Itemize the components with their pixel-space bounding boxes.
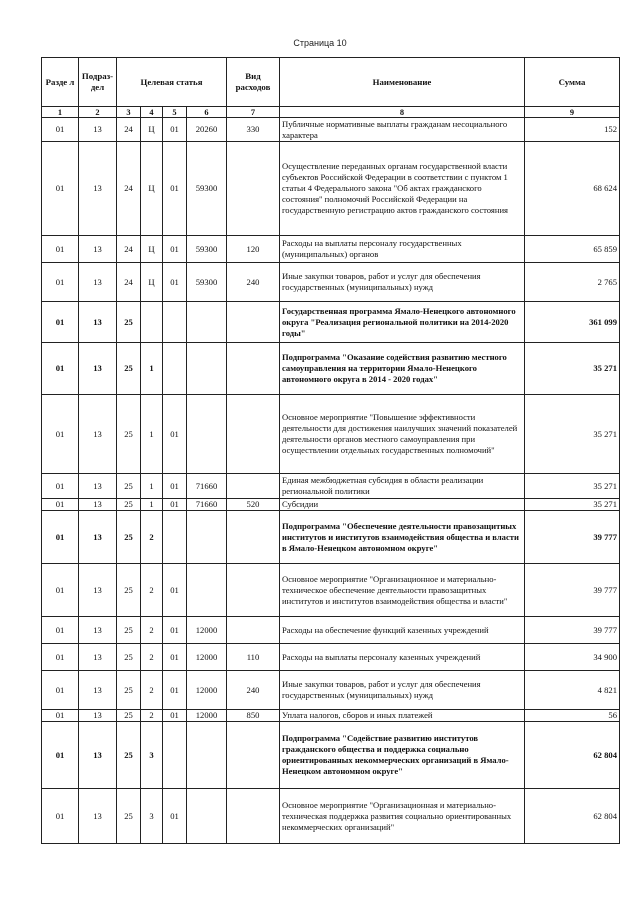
cell-activity: 01 — [163, 474, 187, 499]
cell-expense-type: 240 — [227, 671, 280, 710]
cell-subsection: 13 — [79, 236, 117, 263]
cell-subsection: 13 — [79, 710, 117, 722]
cell-amount: 35 271 — [525, 474, 620, 499]
cell-name: Подпрограмма "Содействие развитию институтов гражданского общества и поддержка социально ориентированных некоммерческих организаций в Ямало-Ненецком автономном округе" — [280, 722, 525, 789]
cell-name: Единая межбюджетная субсидия в области реализации региональной политики — [280, 474, 525, 499]
cell-subprogram: 1 — [141, 474, 163, 499]
column-number: 4 — [141, 107, 163, 118]
cell-subsection: 13 — [79, 499, 117, 511]
cell-amount: 56 — [525, 710, 620, 722]
column-number: 8 — [280, 107, 525, 118]
cell-amount: 39 777 — [525, 617, 620, 644]
cell-direction: 59300 — [187, 142, 227, 236]
cell-amount: 62 804 — [525, 722, 620, 789]
table-row — [42, 511, 620, 564]
header-target-article: Целевая статья — [117, 58, 227, 107]
cell-activity: 01 — [163, 499, 187, 511]
cell-amount: 361 099 — [525, 302, 620, 343]
header-amount: Сумма — [525, 58, 620, 107]
cell-activity: 01 — [163, 671, 187, 710]
cell-subsection: 13 — [79, 511, 117, 564]
cell-amount: 35 271 — [525, 395, 620, 474]
cell-direction: 12000 — [187, 617, 227, 644]
cell-expense-type: 120 — [227, 236, 280, 263]
cell-program: 25 — [117, 395, 141, 474]
header-expense-type: Вид расходов — [227, 58, 280, 107]
column-number: 3 — [117, 107, 141, 118]
cell-section: 01 — [42, 118, 79, 142]
table-row — [42, 710, 620, 722]
cell-direction: 71660 — [187, 474, 227, 499]
column-number: 6 — [187, 107, 227, 118]
cell-section: 01 — [42, 395, 79, 474]
table-row — [42, 671, 620, 710]
cell-subprogram: 3 — [141, 789, 163, 844]
cell-program: 25 — [117, 710, 141, 722]
cell-subprogram: 2 — [141, 710, 163, 722]
cell-section: 01 — [42, 789, 79, 844]
cell-name: Публичные нормативные выплаты гражданам несоциального характера — [280, 118, 525, 142]
cell-expense-type — [227, 564, 280, 617]
cell-section: 01 — [42, 617, 79, 644]
table-row — [42, 722, 620, 789]
cell-direction: 12000 — [187, 671, 227, 710]
table-row — [42, 617, 620, 644]
cell-subprogram: Ц — [141, 118, 163, 142]
cell-amount: 35 271 — [525, 499, 620, 511]
cell-activity: 01 — [163, 710, 187, 722]
table-row — [42, 302, 620, 343]
cell-subsection: 13 — [79, 617, 117, 644]
table-row — [42, 118, 620, 142]
table-row — [42, 343, 620, 395]
cell-name: Основное мероприятие "Организационная и материально-техническая поддержка развития социально ориентированных некоммерческих организаций" — [280, 789, 525, 844]
cell-subsection: 13 — [79, 343, 117, 395]
cell-amount: 68 624 — [525, 142, 620, 236]
cell-program: 25 — [117, 671, 141, 710]
table-row — [42, 789, 620, 844]
cell-section: 01 — [42, 511, 79, 564]
cell-activity — [163, 343, 187, 395]
column-number: 7 — [227, 107, 280, 118]
cell-subprogram: 2 — [141, 617, 163, 644]
column-number: 1 — [42, 107, 79, 118]
cell-subsection: 13 — [79, 474, 117, 499]
cell-expense-type — [227, 474, 280, 499]
cell-amount: 34 900 — [525, 644, 620, 671]
cell-direction — [187, 302, 227, 343]
cell-subsection: 13 — [79, 395, 117, 474]
cell-direction: 20260 — [187, 118, 227, 142]
cell-expense-type: 850 — [227, 710, 280, 722]
cell-section: 01 — [42, 142, 79, 236]
cell-subsection: 13 — [79, 789, 117, 844]
cell-section: 01 — [42, 474, 79, 499]
table-row — [42, 644, 620, 671]
cell-name: Иные закупки товаров, работ и услуг для обеспечения государственных (муниципальных) нужд — [280, 263, 525, 302]
cell-activity: 01 — [163, 263, 187, 302]
cell-name: Основное мероприятие "Повышение эффективности деятельности для достижения наилучших значений показателей деятельности органов местного самоуправления при осуществлении отдельных государственных полномочий" — [280, 395, 525, 474]
cell-expense-type — [227, 617, 280, 644]
cell-name: Подпрограмма "Оказание содействия развитию местного самоуправления на территории Ямало-Ненецкого автономного округа в 2014 - 2020 годах" — [280, 343, 525, 395]
cell-amount: 39 777 — [525, 511, 620, 564]
cell-subsection: 13 — [79, 671, 117, 710]
table-row — [42, 236, 620, 263]
cell-subprogram: 2 — [141, 564, 163, 617]
cell-section: 01 — [42, 564, 79, 617]
cell-section: 01 — [42, 710, 79, 722]
cell-direction — [187, 789, 227, 844]
cell-name: Расходы на выплаты персоналу казенных учреждений — [280, 644, 525, 671]
cell-activity — [163, 722, 187, 789]
cell-direction: 59300 — [187, 236, 227, 263]
cell-program: 24 — [117, 142, 141, 236]
cell-expense-type: 240 — [227, 263, 280, 302]
cell-subsection: 13 — [79, 564, 117, 617]
column-number: 2 — [79, 107, 117, 118]
cell-amount: 4 821 — [525, 671, 620, 710]
cell-program: 25 — [117, 474, 141, 499]
cell-subprogram: Ц — [141, 236, 163, 263]
cell-program: 25 — [117, 617, 141, 644]
cell-expense-type: 520 — [227, 499, 280, 511]
column-number: 5 — [163, 107, 187, 118]
cell-expense-type — [227, 511, 280, 564]
cell-subsection: 13 — [79, 722, 117, 789]
cell-amount: 39 777 — [525, 564, 620, 617]
table-row — [42, 499, 620, 511]
table-row — [42, 395, 620, 474]
cell-direction — [187, 395, 227, 474]
cell-subprogram: 1 — [141, 395, 163, 474]
cell-expense-type — [227, 302, 280, 343]
cell-section: 01 — [42, 343, 79, 395]
header-subsection: Подраз-дел — [79, 58, 117, 107]
cell-name: Подпрограмма "Обеспечение деятельности правозащитных институтов и институтов взаимодействия общества и власти в Ямало-Ненецком автономном округе" — [280, 511, 525, 564]
cell-activity: 01 — [163, 118, 187, 142]
cell-program: 24 — [117, 236, 141, 263]
cell-section: 01 — [42, 644, 79, 671]
cell-activity: 01 — [163, 142, 187, 236]
cell-direction — [187, 722, 227, 789]
cell-activity — [163, 302, 187, 343]
cell-subprogram — [141, 302, 163, 343]
cell-expense-type — [227, 722, 280, 789]
cell-expense-type — [227, 142, 280, 236]
cell-program: 25 — [117, 789, 141, 844]
cell-program: 24 — [117, 263, 141, 302]
cell-subprogram: 2 — [141, 511, 163, 564]
cell-subprogram: Ц — [141, 263, 163, 302]
cell-direction: 12000 — [187, 644, 227, 671]
cell-program: 25 — [117, 644, 141, 671]
table-row — [42, 474, 620, 499]
cell-name: Осуществление переданных органам государственной власти субъектов Российской Федерации в соответствии с пунктом 1 статьи 4 Федерального закона "Об актах гражданского состояния" полномочий Российской Федерации на государственную регистрацию актов гражданского состояния — [280, 142, 525, 236]
cell-subsection: 13 — [79, 118, 117, 142]
cell-subprogram: 3 — [141, 722, 163, 789]
cell-subprogram: 2 — [141, 644, 163, 671]
table-row — [42, 263, 620, 302]
cell-subsection: 13 — [79, 142, 117, 236]
cell-expense-type — [227, 343, 280, 395]
cell-subprogram: 2 — [141, 671, 163, 710]
cell-subprogram: 1 — [141, 499, 163, 511]
cell-program: 25 — [117, 722, 141, 789]
cell-activity: 01 — [163, 789, 187, 844]
cell-subprogram: Ц — [141, 142, 163, 236]
header-row — [42, 58, 620, 107]
cell-name: Иные закупки товаров, работ и услуг для обеспечения государственных (муниципальных) нужд — [280, 671, 525, 710]
column-number: 9 — [525, 107, 620, 118]
cell-subsection: 13 — [79, 644, 117, 671]
budget-table — [41, 57, 620, 844]
cell-name: Расходы на выплаты персоналу государственных (муниципальных) органов — [280, 236, 525, 263]
cell-activity: 01 — [163, 395, 187, 474]
cell-activity: 01 — [163, 644, 187, 671]
cell-amount: 35 271 — [525, 343, 620, 395]
cell-expense-type — [227, 395, 280, 474]
cell-program: 25 — [117, 511, 141, 564]
cell-amount: 2 765 — [525, 263, 620, 302]
cell-activity: 01 — [163, 617, 187, 644]
cell-section: 01 — [42, 263, 79, 302]
column-number-row — [42, 107, 620, 118]
cell-activity: 01 — [163, 236, 187, 263]
cell-subprogram: 1 — [141, 343, 163, 395]
cell-section: 01 — [42, 722, 79, 789]
cell-subsection: 13 — [79, 302, 117, 343]
cell-program: 25 — [117, 564, 141, 617]
table-row — [42, 564, 620, 617]
cell-direction — [187, 511, 227, 564]
cell-direction — [187, 564, 227, 617]
cell-direction: 59300 — [187, 263, 227, 302]
cell-subsection: 13 — [79, 263, 117, 302]
cell-section: 01 — [42, 302, 79, 343]
cell-section: 01 — [42, 236, 79, 263]
cell-name: Уплата налогов, сборов и иных платежей — [280, 710, 525, 722]
cell-program: 25 — [117, 499, 141, 511]
cell-program: 24 — [117, 118, 141, 142]
cell-name: Расходы на обеспечение функций казенных учреждений — [280, 617, 525, 644]
cell-section: 01 — [42, 499, 79, 511]
cell-direction: 71660 — [187, 499, 227, 511]
header-name: Наименование — [280, 58, 525, 107]
cell-name: Государственная программа Ямало-Ненецкого автономного округа "Реализация региональной политики на 2014-2020 годы" — [280, 302, 525, 343]
cell-activity: 01 — [163, 564, 187, 617]
cell-amount: 62 804 — [525, 789, 620, 844]
cell-expense-type: 330 — [227, 118, 280, 142]
cell-direction: 12000 — [187, 710, 227, 722]
cell-amount: 152 — [525, 118, 620, 142]
cell-expense-type: 110 — [227, 644, 280, 671]
cell-program: 25 — [117, 343, 141, 395]
header-section: Разде л — [42, 58, 79, 107]
cell-expense-type — [227, 789, 280, 844]
cell-name: Основное мероприятие "Организационное и материально-техническое обеспечение деятельности правозащитных институтов и институтов взаимодействия общества и власти" — [280, 564, 525, 617]
cell-activity — [163, 511, 187, 564]
cell-amount: 65 859 — [525, 236, 620, 263]
cell-section: 01 — [42, 671, 79, 710]
cell-name: Субсидии — [280, 499, 525, 511]
cell-program: 25 — [117, 302, 141, 343]
page-label: Страница 10 — [293, 38, 347, 48]
cell-direction — [187, 343, 227, 395]
table-row — [42, 142, 620, 236]
